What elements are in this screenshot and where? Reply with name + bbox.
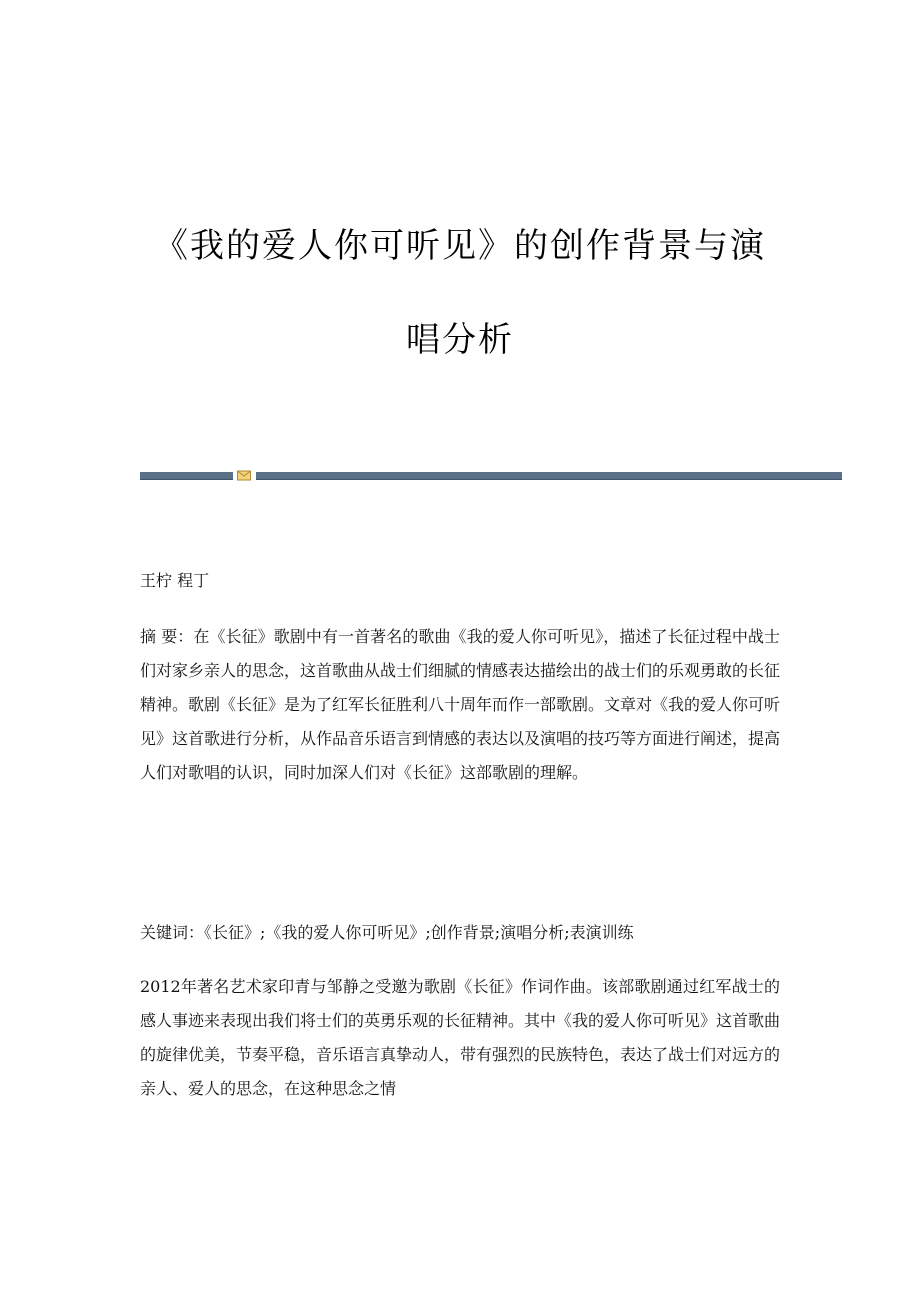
envelope-icon: [237, 470, 251, 481]
keywords: [140, 916, 780, 950]
divider-bar-left: [140, 472, 233, 480]
title-divider: [140, 470, 842, 482]
author-line: 王柠 程丁: [140, 571, 210, 590]
keywords-label: 关键词：: [140, 923, 205, 942]
abstract-label: 摘 要：: [140, 627, 194, 646]
divider-bar-right: [256, 472, 842, 480]
page-title-line-1: 《我的爱人你可听见》的创作背景与演: [154, 226, 766, 266]
body-paragraph: 2012年著名艺术家印青与邹静之受邀为歌剧《长征》作词作曲。该部歌剧通过红军战士的感人事迹来表现出我们将士们的英勇乐观的长征精神。其中《我的爱人你可听见》这首歌曲的旋律优美，节奏平稳，音乐语言真挚动人，带有强烈的民族特色，表达了战士们对远方的亲人、爱人的思念，在这种思念之情: [140, 977, 781, 1098]
keywords-text: 《长征》;《我的爱人你可听见》;创作背景;演唱分析;表演训练: [204, 923, 634, 942]
page-title-line-2: 唱分析: [406, 320, 514, 360]
abstract-text: 在《长征》歌剧中有一首著名的歌曲《我的爱人你可听见》，描述了长征过程中战士们对家乡亲人的思念，这首歌曲从战士们细腻的情感表达描绘出的战士们的乐观勇敢的长征精神。歌剧《长征》是为了红军长征胜利八十周年而作一部歌剧。文章对《我的爱人你可听见》这首歌进行分析，从作品音乐语言到情感的表达以及演唱的技巧等方面进行阐述，提高人们对歌唱的认识，同时加深人们对《长征》这部歌剧的理解。: [140, 627, 781, 782]
abstract: [140, 620, 780, 790]
